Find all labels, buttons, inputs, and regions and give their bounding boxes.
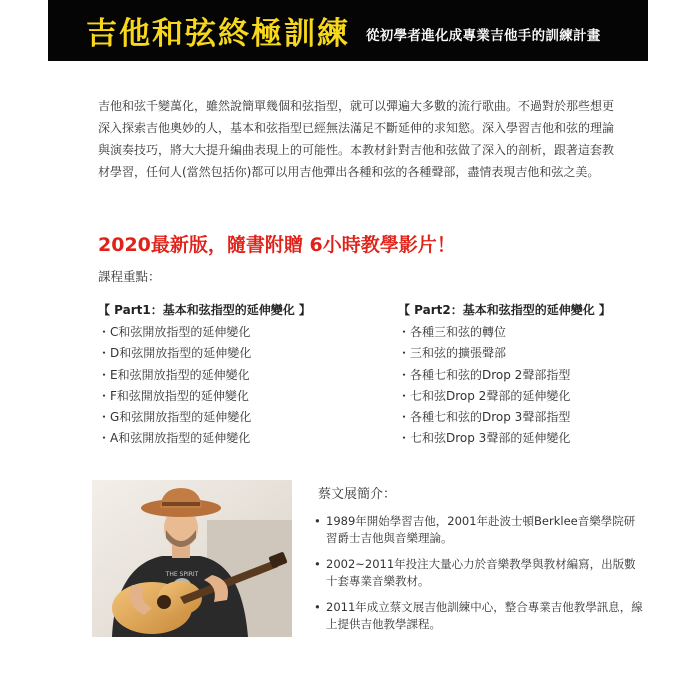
list-item: • 2011年成立蔡文展吉他訓練中心，整合專業吉他教學訊息，線上提供吉他教學課程。 — [312, 599, 644, 633]
list-item: ・七和弦Drop 2聲部的延伸變化 — [398, 388, 571, 403]
list-item: ・七和弦Drop 3聲部的延伸變化 — [398, 431, 571, 446]
book-subtitle: 從初學者進化成專業吉他手的訓練計畫 — [366, 28, 601, 44]
list-item: ・F和弦開放指型的延伸變化 — [98, 388, 249, 403]
part1-title: 【 Part1：基本和弦指型的延伸變化 】 — [98, 303, 311, 317]
list-item: • 2002~2011年投注大量心力於音樂教學與教材編寫，出版數十套專業音樂教材。 — [312, 556, 644, 590]
part2-section — [398, 301, 668, 451]
svg-text:THE SPIRIT: THE SPIRIT — [165, 571, 199, 578]
intro-paragraph: 吉他和弦千變萬化，雖然說簡單幾個和弦指型，就可以彈遍大多數的流行歌曲。不過對於那些想更深入探索吉他奧妙的人，基本和弦指型已經無法滿足不斷延伸的求知慾。深入學習吉他和弦的理論與演奏技巧，將大大提升編曲表現上的可能性。本教材針對吉他和弦做了深入的剖析，跟著這套教材學習，任何人(當然包括你)都可以用吉他彈出各種和弦的各種聲部，盡情表現吉他和弦之美。 — [98, 99, 615, 179]
bio-title: 蔡文展簡介： — [318, 487, 397, 502]
list-item: ・C和弦開放指型的延伸變化 — [98, 325, 251, 339]
list-item: ・各種七和弦的Drop 3聲部指型 — [398, 410, 571, 425]
part2-list — [398, 323, 668, 451]
course-focus-label: 課程重點： — [98, 269, 161, 284]
bio-list — [312, 513, 644, 642]
list-item: ・各種三和弦的轉位 — [398, 325, 507, 339]
list-item: ・各種七和弦的Drop 2聲部指型 — [398, 367, 571, 382]
list-item: ・A和弦開放指型的延伸變化 — [98, 431, 251, 446]
part2-title: 【 Part2：基本和弦指型的延伸變化 】 — [398, 303, 611, 317]
list-item: ・三和弦的擴張聲部 — [398, 346, 507, 361]
part1-section — [98, 301, 368, 451]
book-title: 吉他和弦終極訓練 — [86, 16, 350, 52]
list-item: ・D和弦開放指型的延伸變化 — [98, 346, 252, 361]
list-item: ・E和弦開放指型的延伸變化 — [98, 367, 250, 382]
part1-list — [98, 323, 368, 451]
list-item: • 1989年開始學習吉他，2001年赴波士頓Berklee音樂學院研習爵士吉他與音樂理論。 — [312, 513, 644, 547]
list-item: ・G和弦開放指型的延伸變化 — [98, 410, 252, 425]
header-banner — [48, 0, 648, 61]
author-photo — [92, 480, 292, 637]
promo-headline: 2020最新版，隨書附贈 6小時教學影片！ — [98, 234, 456, 256]
